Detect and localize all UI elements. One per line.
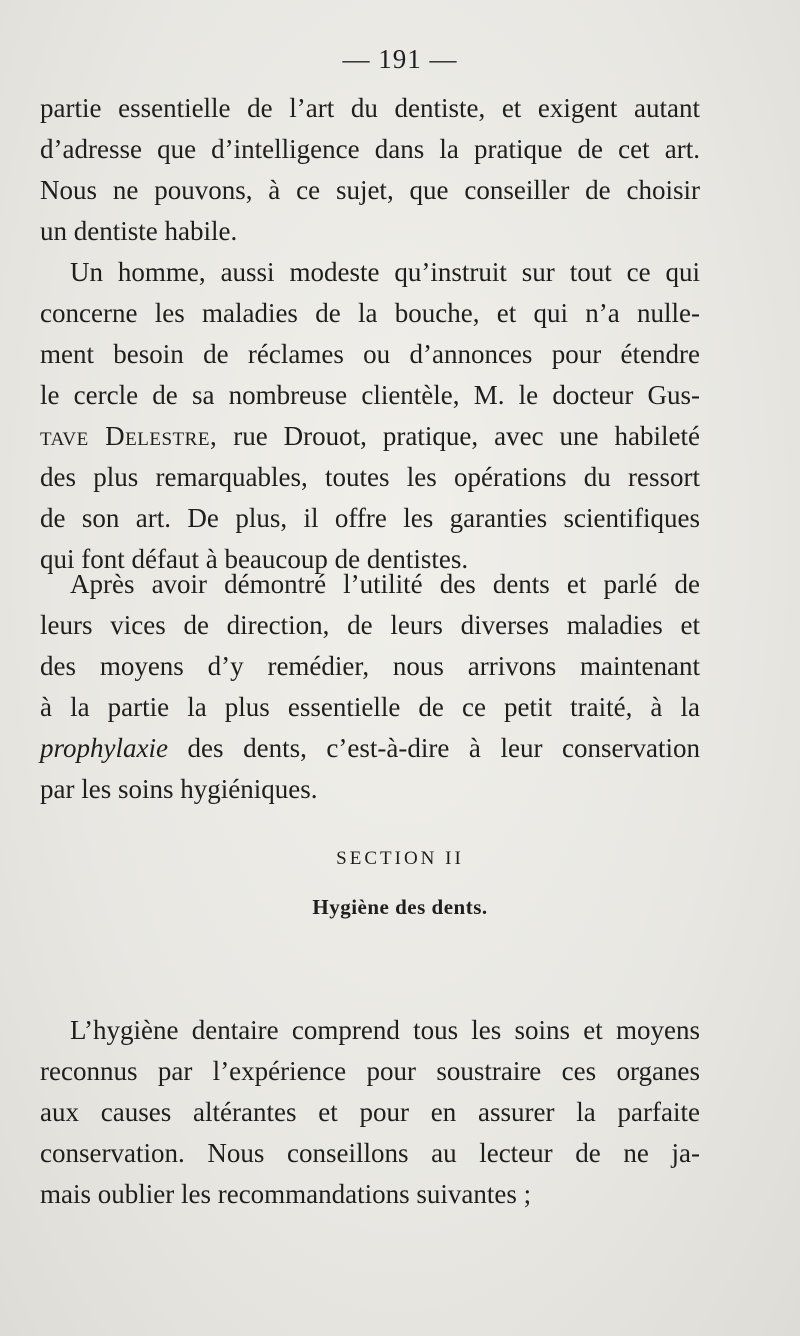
- italic-term: prophylaxie: [40, 733, 168, 763]
- text-line: partie essentielle de l’art du dentiste, et exigent autant: [40, 93, 700, 123]
- text-line: Nous ne pouvons, à ce sujet, que conseiller de choisir: [40, 175, 700, 205]
- text-segment: rue Drouot, pratique, avec une habileté: [217, 421, 700, 451]
- text-line: Un homme, aussi modeste qu’instruit sur tout ce qui: [70, 257, 700, 287]
- text-line: qui font défaut à beaucoup de dentistes.: [40, 544, 469, 574]
- text-line: des plus remarquables, toutes les opérations du ressort: [40, 462, 700, 492]
- text-line: L’hygiène dentaire comprend tous les soins et moyens: [70, 1015, 700, 1045]
- paragraph-4: [40, 1010, 700, 1215]
- text-line: de son art. De plus, il offre les garanties scientifiques: [40, 503, 700, 533]
- text-line: ment besoin de réclames ou d’annonces pour étendre: [40, 339, 700, 369]
- text-line: le cercle de sa nombreuse clientèle, M. le docteur Gus-: [40, 380, 700, 410]
- text-line: concerne les maladies de la bouche, et qui n’a nulle-: [40, 298, 700, 328]
- paragraph-1: [40, 88, 700, 252]
- text-line: des moyens d’y remédier, nous arrivons maintenant: [40, 651, 700, 681]
- text-line: mais oublier les recommandations suivantes ;: [40, 1179, 532, 1209]
- text-line: conservation. Nous conseillons au lecteur de ne ja-: [40, 1138, 700, 1168]
- paragraph-2: [40, 252, 700, 580]
- text-line: Après avoir démontré l’utilité des dents et parlé de: [70, 569, 700, 599]
- text-line: un dentiste habile.: [40, 216, 238, 246]
- text-line: d’adresse que d’intelligence dans la pratique de cet art.: [40, 134, 700, 164]
- doctor-name: tave Delestre,: [40, 421, 218, 451]
- text-line: leurs vices de direction, de leurs diverses maladies et: [40, 610, 700, 640]
- text-line: aux causes altérantes et pour en assurer la parfaite: [40, 1097, 700, 1127]
- text-line: reconnus par l’expérience pour soustraire ces organes: [40, 1056, 700, 1086]
- text-segment: des dents, c’est-à-dire à leur conservation: [167, 733, 700, 763]
- text-line: [40, 728, 700, 769]
- text-line: à la partie la plus essentielle de ce petit traité, à la: [40, 692, 700, 722]
- text-line: [40, 416, 700, 457]
- page-number: — 191 —: [342, 44, 458, 74]
- paragraph-3: [40, 564, 700, 810]
- text-line: par les soins hygiéniques.: [40, 774, 318, 804]
- section-heading: SECTION II: [336, 848, 464, 869]
- section-subtitle: Hygiène des dents.: [312, 895, 488, 919]
